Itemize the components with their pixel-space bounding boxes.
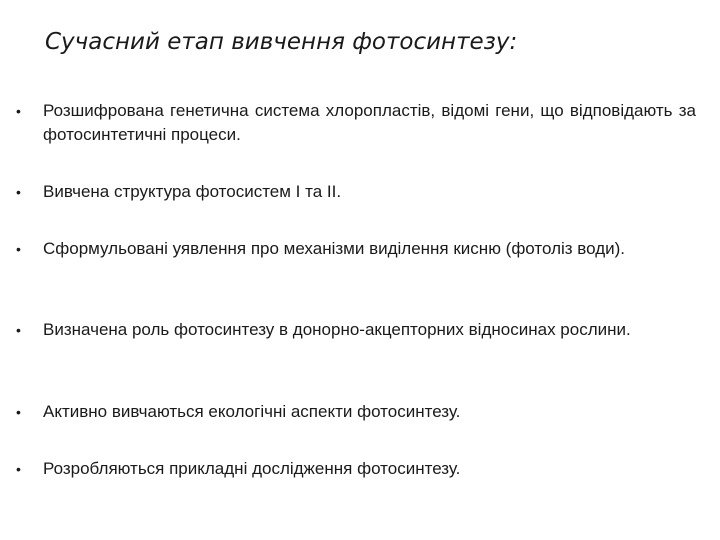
bullet-item [16, 237, 696, 261]
bullet-item [16, 318, 696, 342]
bullet-item [16, 180, 696, 204]
bullet-item [16, 99, 696, 147]
bullet-dot-icon: • [16, 404, 21, 420]
bullet-text: Розробляються прикладні дослідження фотосинтезу. [43, 459, 461, 478]
bullet-text: Визначена роль фотосинтезу в донорно-акцепторних відносинах рослини. [43, 320, 631, 339]
bullet-text: Розшифрована генетична система хлоропластів, відомі гени, що відповідають за фотосинтетичні процеси. [43, 101, 696, 144]
bullet-text: Вивчена структура фотосистем I та II. [43, 182, 342, 201]
slide-title: Сучасний етап вивчення фотосинтезу: [45, 29, 518, 55]
bullet-dot-icon: • [16, 322, 21, 338]
bullet-text: Активно вивчаються екологічні аспекти фотосинтезу. [43, 402, 461, 421]
bullet-text: Сформульовані уявлення про механізми виділення кисню (фотоліз води). [43, 239, 626, 258]
bullet-dot-icon: • [16, 461, 21, 477]
bullet-item [16, 400, 696, 424]
bullet-dot-icon: • [16, 241, 21, 257]
bullet-dot-icon: • [16, 184, 21, 200]
bullet-item [16, 457, 696, 481]
bullet-dot-icon: • [16, 103, 21, 119]
